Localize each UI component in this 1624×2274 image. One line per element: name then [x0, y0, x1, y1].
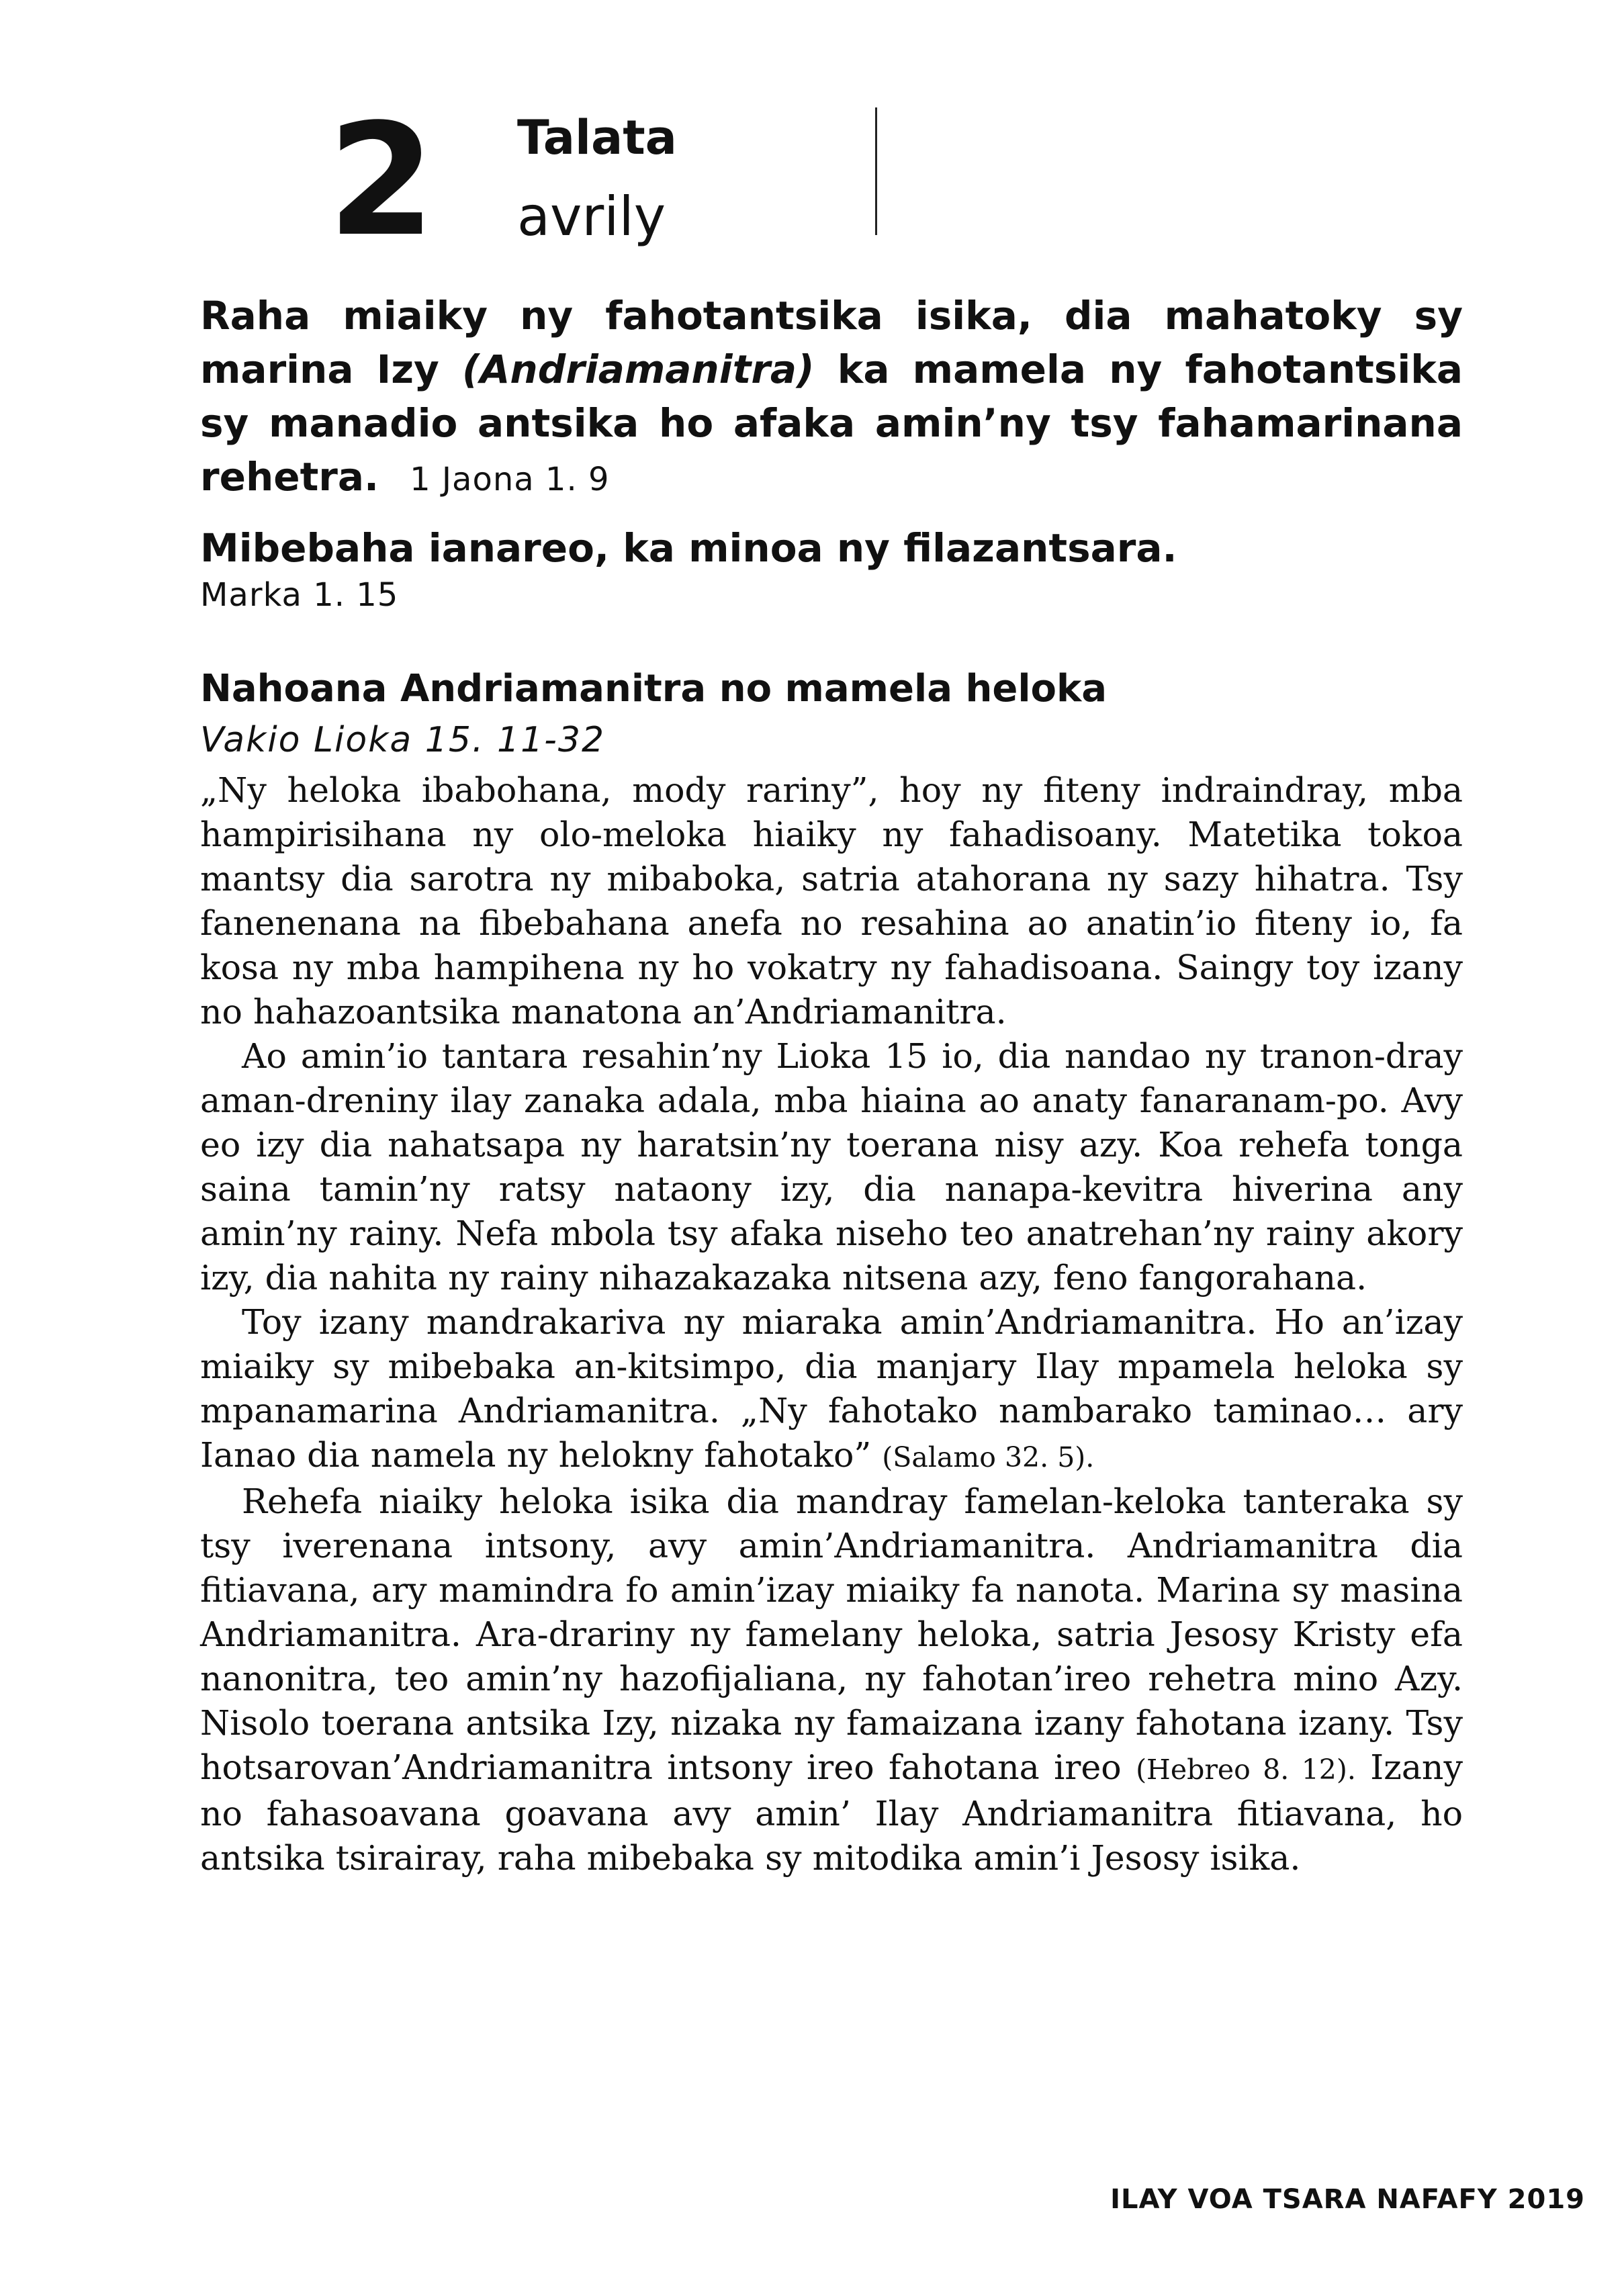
verse-of-day — [200, 289, 1463, 506]
devotional-reading: Vakio Lioka 15. 11-32 — [200, 720, 606, 760]
body-paragraph-2: Ao amin’io tantara resahin’ny Lioka 15 io, dia nandao ny tranon-dray aman-dreniny ilay zanaka adala, mba hiaina ao anaty fanaranam-po. Avy eo izy dia nahatsapa ny haratsin’ny toerana nisy azy. Koa rehefa tonga saina tamin’ny ratsy nataony izy, dia nanapa-kevitra hiverina any amin’ny rainy. Nefa mbola tsy afaka niseho teo anatrehan’ny rainy akory izy, dia nahita ny rainy nihazakazaka nitsena azy, feno fangorahana. — [200, 1036, 1463, 1298]
second-verse-reference: Marka 1. 15 — [200, 576, 399, 614]
body-paragraph-3 — [200, 1300, 1463, 1480]
page-content — [200, 289, 1463, 1880]
body-paragraph-4-end: Izany no fahasoavana goavana avy amin’ Ilay Andriamanitra fitiavana, ho antsika tsirairay, raha mibebaka sy mitodika amin’i Jesosy isika. — [200, 1747, 1463, 1878]
date-weekday: Talata — [517, 110, 677, 165]
verse-text-part1: Raha miaiky ny fahotantsika isika, dia mahatoky sy marina Izy — [200, 293, 1463, 392]
verse-text-part2: ka mamela ny fahotantsika sy manadio antsika ho afaka amin’ny tsy fahamarinana rehetra. — [200, 347, 1463, 500]
body-paragraph-4 — [200, 1480, 1463, 1880]
date-day: 2 — [328, 91, 433, 271]
body-paragraph-3-reference: (Salamo 32. 5). — [882, 1441, 1095, 1473]
devotional-title: Nahoana Andriamanitra no mamela heloka — [200, 667, 1108, 711]
body-paragraph-4-reference: (Hebreo 8. 12). — [1136, 1754, 1356, 1786]
body-paragraph-3-text: Toy izany mandrakariva ny miaraka amin’Andriamanitra. Ho an’izay miaiky sy mibebaka an-kitsimpo, dia manjary Ilay mpamela heloka sy mpanamarina Andriamanitra. „Ny fahotako nambarako taminao… ary Ianao dia namela ny helokny fahotako” — [200, 1302, 1463, 1475]
verse-parenthetical: (Andriamanitra) — [462, 347, 815, 392]
footer-publication: ILAY VOA TSARA NAFAFY 2019 — [1110, 2184, 1585, 2215]
body-paragraph-4-text: Rehefa niaiky heloka isika dia mandray famelan-keloka tanteraka sy tsy iverenana intsony, avy amin’Andriamanitra. Andriamanitra dia fitiavana, ary mamindra fo amin’izay miaiky fa nanota. Marina sy masina Andriamanitra. Ara-drariny ny famelany heloka, satria Jesosy Kristy efa nanonitra, teo amin’ny hazofijaliana, ny fahotan’ireo rehetra mino Azy. Nisolo toerana antsika Izy, nizaka ny famaizana izany fahotana izany. Tsy hotsarovan’Andriamanitra intsony ireo fahotana ireo — [200, 1482, 1463, 1787]
header-divider — [875, 107, 877, 235]
second-verse: Mibebaha ianareo, ka minoa ny filazantsara. — [200, 525, 1177, 571]
verse-reference: 1 Jaona 1. 9 — [410, 461, 610, 498]
date-month: avrily — [517, 185, 666, 248]
body-paragraph-1: „Ny heloka ibabohana, mody rariny”, hoy ny fiteny indraindray, mba hampirisihana ny olo-meloka hiaiky ny fahadisoany. Matetika tokoa mantsy dia sarotra ny mibaboka, satria atahorana ny sazy hihatra. Tsy fanenenana na fibebahana anefa no resahina ao anatin’io fiteny io, fa kosa ny mba hampihena ny ho vokatry ny fahadisoana. Saingy toy izany no hahazoantsika manatona an’Andriamanitra. — [200, 770, 1463, 1032]
